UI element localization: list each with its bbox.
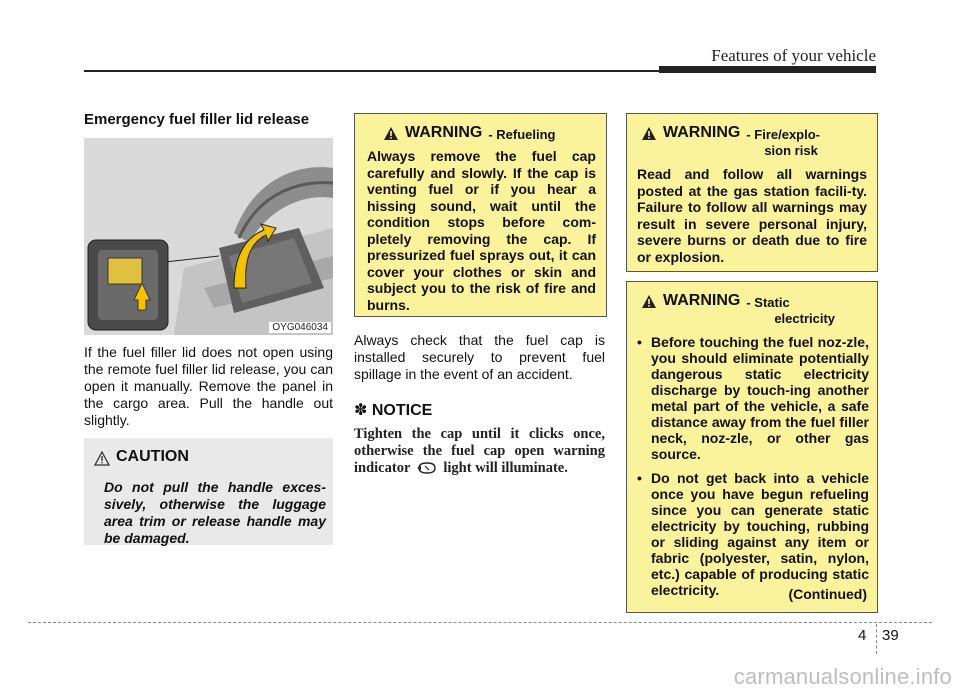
watermark: carmanualsonline.info <box>733 664 952 689</box>
warning-triangle-icon <box>641 126 657 141</box>
list-item: • Do not get back into a vehicle once you have begun refueling since you can generate static electricity by touching, rubbing or sliding against any item or fabric (polyester, satin, nylon, etc.) capable of producing static electricity. <box>637 470 869 598</box>
header-bar <box>659 66 876 73</box>
static-warning-list <box>637 334 869 606</box>
warning-fire-header <box>641 124 820 159</box>
notice-body <box>354 426 605 477</box>
fuel-cap-indicator-icon <box>417 462 437 474</box>
page-number-separator <box>876 624 877 654</box>
notice-body-end: light will illuminate. <box>443 460 568 476</box>
warning-subtitle-line2: electricity <box>774 311 836 326</box>
trunk-illustration-graphic <box>84 138 333 335</box>
warning-title: WARNING <box>663 292 741 309</box>
running-header: Features of your vehicle <box>711 46 876 65</box>
caution-body: Do not pull the handle exces-sively, otherwise the luggage area trim or release handle may be damaged. <box>104 479 326 546</box>
warning-static-box <box>626 281 878 613</box>
cargo-area-illustration <box>84 138 333 335</box>
warning-subtitle-line2: sion risk <box>764 143 818 158</box>
caution-title: CAUTION <box>116 448 189 465</box>
section-body: If the fuel filler lid does not open using the remote fuel filler lid release, you can open it manually. Remove the panel in the cargo area. Pull the handle out slightly. <box>84 344 333 428</box>
caution-header <box>94 448 189 466</box>
header-rule <box>84 70 659 72</box>
warning-subtitle <box>746 295 835 327</box>
warning-subtitle-line1: - Static <box>746 295 790 310</box>
figure-code: OYG046034 <box>269 322 331 333</box>
warning-fire-box <box>626 113 878 272</box>
page-number: 39 <box>882 627 899 644</box>
chapter-number: 4 <box>858 627 867 644</box>
caution-triangle-icon <box>94 451 110 466</box>
continued-label: (Continued) <box>788 586 867 602</box>
warning-triangle-icon <box>383 126 399 141</box>
warning-refueling-header <box>383 124 556 142</box>
fuel-cap-check-text: Always check that the fuel cap is installed securely to prevent fuel spillage in the event of an accident. <box>354 332 605 382</box>
warning-triangle-icon <box>641 294 657 309</box>
caution-box <box>84 438 333 545</box>
warning-refueling-body: Always remove the fuel cap carefully and slowly. If the cap is venting fuel or if you hear a hissing sound, wait until the condition stops before com-pletely removing the cap. If pressurized fuel sprays out, it can cover your clothes or skin and subject you to the risk of fire and burns. <box>367 148 596 313</box>
warning-refueling-box <box>354 113 607 317</box>
footer-rule <box>28 622 932 623</box>
notice-body-start: Tighten the cap until it clicks once, otherwise the fuel cap open warning indicator <box>354 426 605 476</box>
warning-title: WARNING <box>663 124 741 141</box>
warning-subtitle <box>746 127 820 159</box>
warning-subtitle-line1: - Fire/explo- <box>746 127 821 142</box>
list-item: • Before touching the fuel noz-zle, you should eliminate potentially dangerous static electricity discharge by touch-ing another metal part of the vehicle, a safe distance away from the fuel filler neck, noz-zle, or other gas source. <box>637 334 869 462</box>
notice-title: ✽ NOTICE <box>354 402 433 419</box>
section-heading: Emergency fuel filler lid release <box>84 111 310 128</box>
warning-title: WARNING <box>405 124 483 141</box>
warning-fire-body: Read and follow all warnings posted at the gas station facili-ty. Failure to follow all warnings may result in severe personal injury, severe burns or death due to fire or explosion. <box>637 166 867 265</box>
warning-static-header <box>641 292 835 327</box>
warning-subtitle: - Refueling <box>488 127 556 142</box>
